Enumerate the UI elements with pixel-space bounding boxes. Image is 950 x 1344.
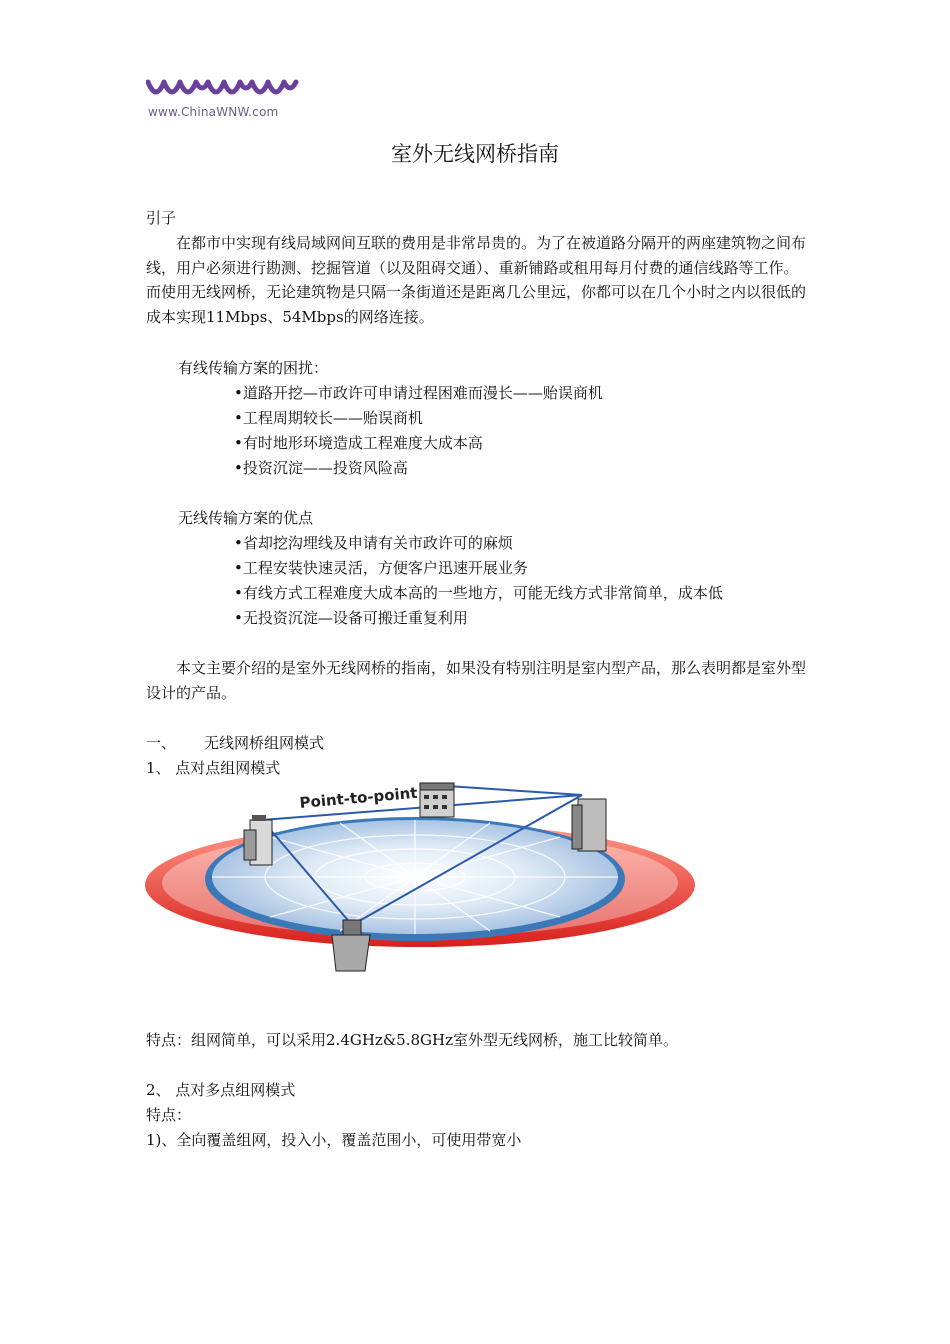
section-heading <box>146 731 324 756</box>
intro-heading: 引子 <box>146 209 177 227</box>
section-title: 无线网桥组网模式 <box>204 734 325 752</box>
wireless-item: •工程安装快速灵活，方便客户迅速开展业务 <box>234 559 528 577</box>
wireless-item: •省却挖沟埋线及申请有关市政许可的麻烦 <box>234 534 513 552</box>
wired-item: •道路开挖—市政许可申请过程困难而漫长——贻误商机 <box>234 384 603 402</box>
wireless-heading: 无线传输方案的优点 <box>178 509 314 527</box>
page-title: 室外无线网桥指南 <box>391 142 559 166</box>
wireless-item: •无投资沉淀—设备可搬迁重复利用 <box>234 609 468 627</box>
building-left <box>244 815 272 865</box>
intro-paragraph: 在都市中实现有线局域网间互联的费用是非常昂贵的。为了在被道路分隔开的两座建筑物之间布线，用户必须进行勘测、挖掘管道（以及阻碍交通）、重新铺路或租用每月付费的通信线路等工作。而使用无线网桥，无论建筑物是只隔一条街道还是距离几公里远，你都可以在几个小时之内以很低的成本实现11Mbps、54Mbps的网络连接。 <box>146 234 807 326</box>
wired-heading: 有线传输方案的困扰： <box>178 359 329 377</box>
wired-item: •投资沉淀——投资风险高 <box>234 459 408 477</box>
section-number: 一、 <box>146 734 177 752</box>
wireless-item: •有线方式工程难度大成本高的一些地方，可能无线方式非常简单，成本低 <box>234 584 723 602</box>
feature-item: 1)、全向覆盖组网，投入小，覆盖范围小，可使用带宽小 <box>146 1131 522 1149</box>
note-paragraph: 本文主要介绍的是室外无线网桥的指南，如果没有特别注明是室内型产品，那么表明都是室外型设计的产品。 <box>146 659 807 702</box>
sub1-feature: 特点：组网简单，可以采用2.4GHz&5.8GHz室外型无线网桥，施工比较简单。 <box>146 1031 678 1049</box>
subsection-heading: 2、 点对多点组网模式 <box>146 1081 296 1099</box>
figure-label: Point-to-point <box>298 783 419 812</box>
building-top <box>420 783 454 817</box>
wired-item: •工程周期较长——贻误商机 <box>234 409 423 427</box>
wired-item: •有时地形环境造成工程难度大成本高 <box>234 434 483 452</box>
building-right <box>572 799 606 851</box>
logo-url: www.ChinaWNW.com <box>148 105 279 119</box>
feature-heading: 特点： <box>146 1106 192 1124</box>
point-to-point-diagram <box>140 775 700 980</box>
subsection-heading: 1、 点对点组网模式 <box>146 759 281 777</box>
